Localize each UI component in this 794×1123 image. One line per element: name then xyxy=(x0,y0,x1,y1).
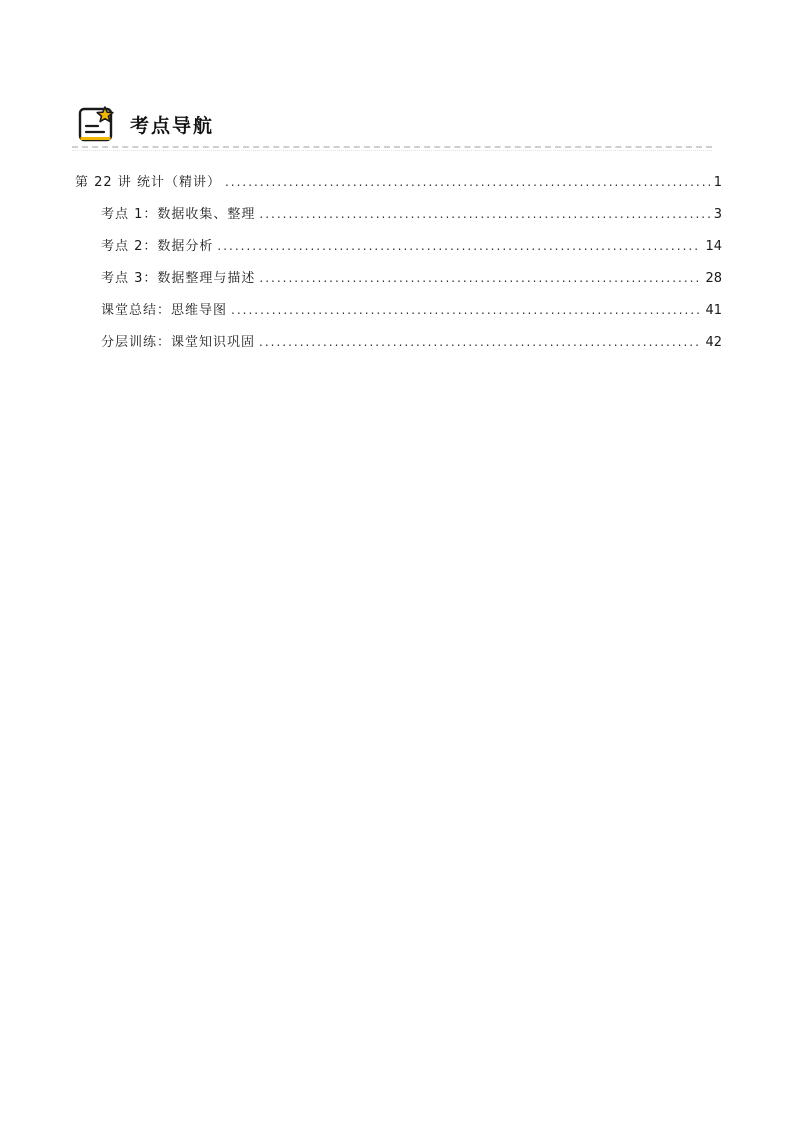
header-divider-secondary xyxy=(72,150,712,151)
toc-entry-label: 考点 3：数据整理与描述 xyxy=(101,271,256,286)
toc-leader-dots xyxy=(225,172,710,192)
toc-leader-dots xyxy=(231,300,701,320)
toc-entry-training[interactable] xyxy=(75,332,722,364)
toc-entry-topic-2[interactable] xyxy=(75,236,722,268)
toc-entry-label: 考点 2：数据分析 xyxy=(101,239,214,254)
toc-leader-dots xyxy=(259,204,709,224)
page-title: 考点导航 xyxy=(130,114,215,137)
toc-entry-topic-1[interactable] xyxy=(75,204,722,236)
toc-entry-label: 分层训练：课堂知识巩固 xyxy=(101,335,256,350)
table-of-contents xyxy=(75,172,722,364)
toc-entry-summary[interactable] xyxy=(75,300,722,332)
toc-entry-label: 课堂总结：思维导图 xyxy=(101,303,228,318)
toc-entry-page: 1 xyxy=(713,175,722,190)
toc-entry-lecture[interactable] xyxy=(75,172,722,204)
section-header xyxy=(78,103,214,143)
toc-entry-label: 第 22 讲 统计（精讲） xyxy=(75,175,221,190)
header-divider xyxy=(72,146,712,148)
toc-leader-dots xyxy=(217,236,701,256)
list-star-icon xyxy=(78,104,116,142)
toc-leader-dots xyxy=(259,268,701,288)
toc-leader-dots xyxy=(259,332,701,352)
toc-entry-page: 14 xyxy=(705,239,722,254)
toc-entry-page: 42 xyxy=(705,335,722,350)
toc-entry-topic-3[interactable] xyxy=(75,268,722,300)
toc-entry-page: 41 xyxy=(705,303,722,318)
toc-entry-label: 考点 1：数据收集、整理 xyxy=(101,207,256,222)
toc-entry-page: 28 xyxy=(705,271,722,286)
toc-entry-page: 3 xyxy=(713,207,722,222)
